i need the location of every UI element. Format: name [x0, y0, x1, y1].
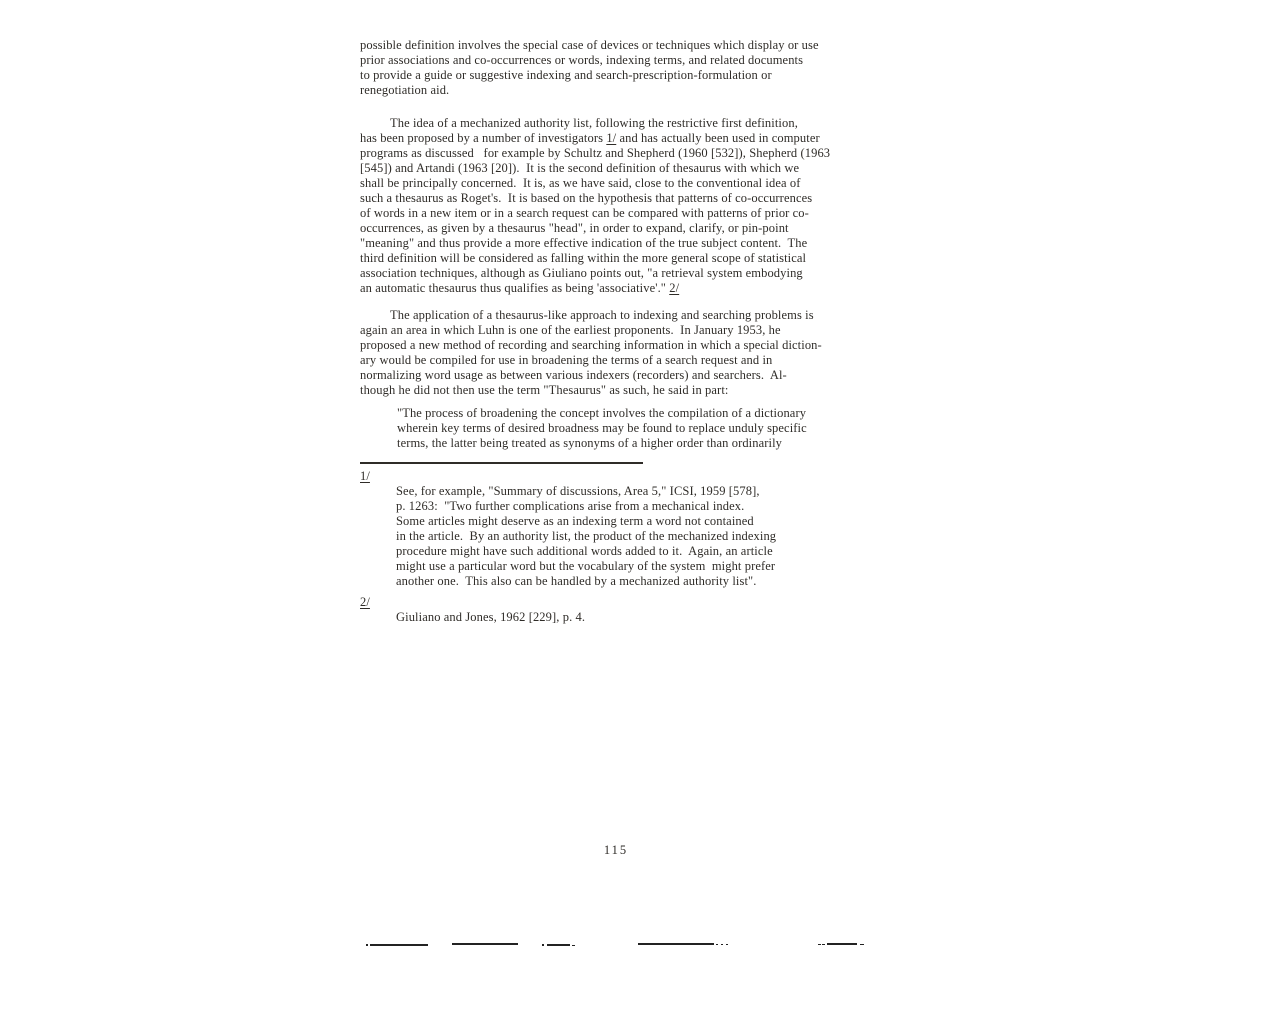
text-line: "meaning" and thus provide a more effective indication of the true subject content. The	[360, 236, 808, 250]
text-line: association techniques, although as Giuliano points out, "a retrieval system embodying	[360, 266, 803, 280]
text-line: has been proposed by a number of investigators 1/ and has actually been used in computer	[360, 131, 820, 145]
text-line: normalizing word usage as between various indexers (recorders) and searchers. Al-	[360, 368, 787, 382]
text-line: The application of a thesaurus-like approach to indexing and searching problems is	[390, 308, 814, 322]
scan-artifact-mark	[822, 944, 825, 945]
scan-artifact-mark	[818, 944, 821, 945]
text-line: again an area in which Luhn is one of the earliest proponents. In January 1953, he	[360, 323, 781, 337]
text-line: "The process of broadening the concept involves the compilation of a dictionary	[397, 406, 807, 420]
text-line: renegotiation aid.	[360, 83, 450, 97]
scan-artifact-mark	[370, 944, 428, 946]
footnote-2-text	[360, 610, 872, 625]
text-line: ary would be compiled for use in broadening the terms of a search request and in	[360, 353, 773, 367]
text-line: to provide a guide or suggestive indexing and search-prescription-formulation or	[360, 68, 772, 82]
text-line: shall be principally concerned. It is, as we have said, close to the conventional idea of	[360, 176, 801, 190]
footnote-reference: 2/	[669, 281, 680, 295]
paragraph-mechanized-authority-list	[360, 116, 872, 296]
scan-artifact-mark	[721, 944, 723, 945]
text-line: third definition will be considered as falling within the more general scope of statistical	[360, 251, 807, 265]
text-line: prior associations and co-occurrences or words, indexing terms, and related documents	[360, 53, 804, 67]
text-line: p. 1263: "Two further complications arise from a mechanical index.	[396, 499, 745, 513]
text-line: occurrences, as given by a thesaurus "head", in order to expand, clarify, or pin-point	[360, 221, 789, 235]
scan-artifact-mark	[638, 943, 714, 945]
footnote-2	[360, 595, 872, 625]
text-line: of words in a new item or in a search request can be compared with patterns of prior co-	[360, 206, 809, 220]
text-line: such a thesaurus as Roget's. It is based on the hypothesis that patterns of co-occurrences	[360, 191, 813, 205]
text-line: an automatic thesaurus thus qualifies as being 'associative'." 2/	[360, 281, 680, 295]
text-line: terms, the latter being treated as synonyms of a higher order than ordinarily	[397, 436, 783, 450]
paragraph-continuation	[360, 38, 872, 98]
scan-artifact-mark	[542, 944, 544, 946]
footnote-1-text	[360, 484, 872, 589]
document-text-block	[360, 38, 872, 625]
text-line: Giuliano and Jones, 1962 [229], p. 4.	[396, 610, 586, 624]
text-line: See, for example, "Summary of discussions, Area 5," ICSI, 1959 [578],	[396, 484, 760, 498]
text-line: might use a particular word but the vocabulary of the system might prefer	[396, 559, 776, 573]
text-line: another one. This also can be handled by a mechanized authority list".	[396, 574, 757, 588]
scan-artifact-mark	[716, 944, 718, 945]
scan-artifact-mark	[860, 944, 864, 945]
text-line: in the article. By an authority list, the product of the mechanized indexing	[396, 529, 777, 543]
scan-artifact-mark	[726, 944, 728, 945]
paragraph-thesaurus-approach	[360, 308, 872, 398]
text-line: [545]) and Artandi (1963 [20]). It is the second definition of thesaurus with which we	[360, 161, 800, 175]
scan-artifact-mark	[452, 943, 518, 945]
text-line: proposed a new method of recording and searching information in which a special diction-	[360, 338, 822, 352]
text-line: wherein key terms of desired broadness may be found to replace unduly specific	[397, 421, 807, 435]
footnote-reference: 1/	[606, 131, 617, 145]
text-line: The idea of a mechanized authority list, following the restrictive first definition,	[390, 116, 798, 130]
text-line: procedure might have such additional words added to it. Again, an article	[396, 544, 773, 558]
scan-artifact-mark	[572, 945, 575, 946]
scan-artifact-mark	[827, 943, 857, 945]
text-line: though he did not then use the term "Thesaurus" as such, he said in part:	[360, 383, 729, 397]
footnote-1	[360, 469, 872, 589]
page-number: 115	[603, 843, 629, 857]
text-line: possible definition involves the special case of devices or techniques which display or use	[360, 38, 819, 52]
block-quote-luhn	[360, 406, 872, 451]
text-line: programs as discussed for example by Schultz and Shepherd (1960 [532]), Shepherd (1963	[360, 146, 831, 160]
footnote-2-marker: 2/	[360, 595, 370, 609]
scan-artifact-mark	[366, 944, 368, 946]
footnote-separator-rule	[360, 462, 643, 464]
footnote-1-marker: 1/	[360, 469, 370, 483]
scan-artifact-mark	[547, 944, 570, 946]
text-line: Some articles might deserve as an indexing term a word not contained	[396, 514, 754, 528]
